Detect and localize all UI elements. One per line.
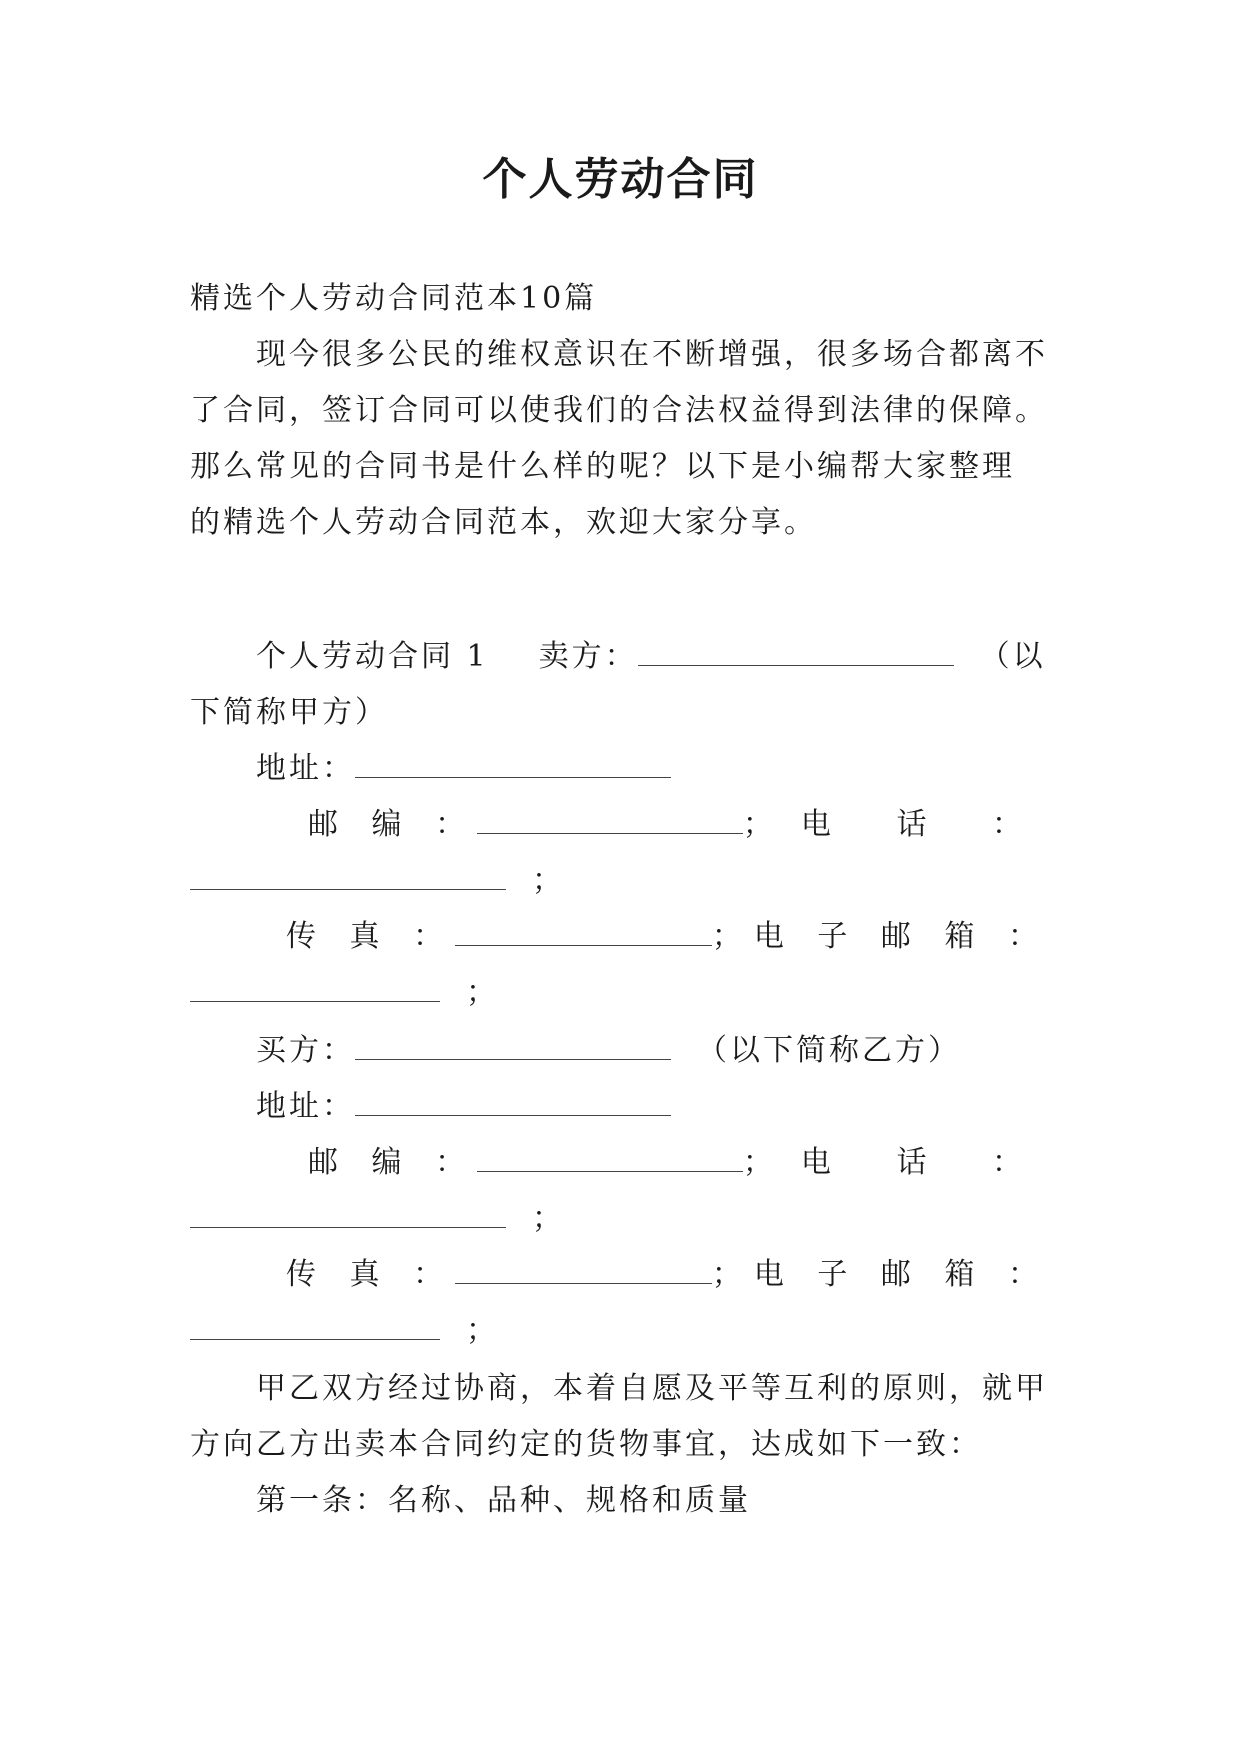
seller-phone-semicolon: ； — [532, 863, 565, 898]
buyer-label: 买方： — [256, 1033, 355, 1068]
contract-heading: 个人劳动合同 1 — [256, 639, 489, 674]
buyer-postcode-row — [190, 1134, 1050, 1192]
intro-line-2: 了合同，签订合同可以使我们的合法权益得到法律的保障。 — [190, 393, 1048, 428]
buyer-address-row — [190, 1078, 1116, 1136]
seller-address-label: 地址： — [256, 751, 355, 786]
seller-suffix-line2: 下简称甲方） — [190, 695, 388, 730]
agreement-line-2: 方向乙方出卖本合同约定的货物事宜，达成如下一致： — [190, 1427, 982, 1462]
seller-fax-row — [190, 908, 1050, 966]
buyer-email-row — [190, 1302, 1050, 1360]
seller-postcode-label: 邮 编 ： — [308, 807, 478, 842]
seller-postcode-field[interactable] — [477, 803, 743, 834]
intro-line-3: 那么常见的合同书是什么样的呢？以下是小编帮大家整理 — [190, 449, 1015, 484]
buyer-address-field[interactable] — [355, 1085, 671, 1116]
buyer-postcode-field[interactable] — [477, 1141, 743, 1172]
buyer-phone-semicolon: ； — [532, 1201, 565, 1236]
buyer-fax-label: 传 真 ： — [286, 1257, 456, 1292]
seller-address-field[interactable] — [355, 747, 671, 778]
buyer-row — [190, 1022, 1116, 1080]
buyer-address-label: 地址： — [256, 1089, 355, 1124]
buyer-suffix: （以下简称乙方） — [697, 1033, 961, 1068]
seller-address-row — [190, 740, 1116, 798]
seller-email-label: ；电 子 邮 箱 ： — [711, 919, 1050, 954]
intro-line-1: 现今很多公民的维权意识在不断增强，很多场合都离不 — [256, 337, 1048, 372]
agreement-line-1: 甲乙双方经过协商，本着自愿及平等互利的原则，就甲 — [256, 1371, 1048, 1406]
seller-suffix: （以 — [979, 639, 1046, 674]
document-title: 个人劳动合同 — [482, 154, 759, 205]
intro-line-4: 的精选个人劳动合同范本，欢迎大家分享。 — [190, 505, 817, 540]
buyer-email-label: ；电 子 邮 箱 ： — [711, 1257, 1050, 1292]
seller-phone-field[interactable] — [190, 859, 506, 890]
seller-fax-field[interactable] — [455, 915, 712, 946]
seller-email-field[interactable] — [190, 971, 440, 1002]
buyer-email-field[interactable] — [190, 1309, 440, 1340]
buyer-fax-field[interactable] — [455, 1253, 712, 1284]
seller-email-row — [190, 964, 1050, 1022]
seller-fax-label: 传 真 ： — [286, 919, 456, 954]
buyer-postcode-label: 邮 编 ： — [308, 1145, 478, 1180]
seller-row — [190, 628, 1116, 686]
buyer-fax-row — [190, 1246, 1050, 1304]
buyer-email-semicolon: ； — [466, 1313, 499, 1348]
seller-name-field[interactable] — [638, 635, 954, 666]
article-1-heading: 第一条：名称、品种、规格和质量 — [256, 1483, 751, 1518]
buyer-name-field[interactable] — [355, 1029, 671, 1060]
seller-postcode-row — [190, 796, 1050, 854]
seller-phone-label: ；电 话 ： — [742, 807, 1050, 842]
seller-label: 卖方： — [538, 639, 638, 674]
buyer-phone-row — [190, 1190, 1050, 1248]
buyer-phone-label: ；电 话 ： — [742, 1145, 1050, 1180]
document-subtitle: 精选个人劳动合同范本10篇 — [190, 281, 598, 316]
seller-email-semicolon: ； — [466, 975, 499, 1010]
seller-phone-row — [190, 852, 1050, 910]
buyer-phone-field[interactable] — [190, 1197, 506, 1228]
